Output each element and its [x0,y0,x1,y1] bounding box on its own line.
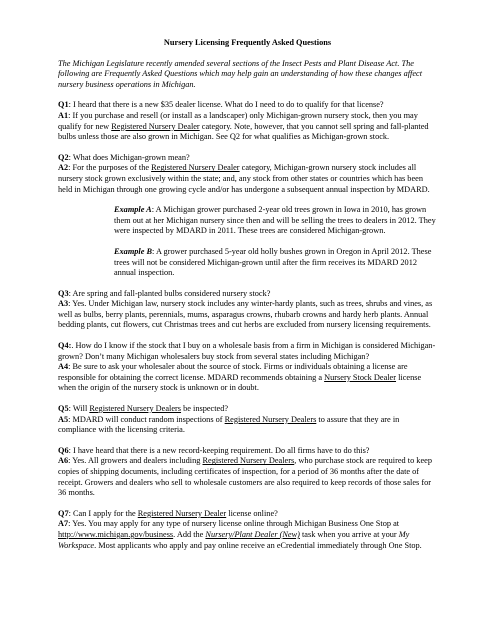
example-text: : A grower purchased 5-year old holly bushes grown in Oregon in April 2012. These trees will not be considered Michigan-grown until after the firm receives its MDARD 2012 annual inspection. [114,246,432,278]
task-name: Nursery/Plant Dealer (New) [205,529,300,539]
answer-label: A3 [58,299,69,309]
question-text: : I have heard that there is a new record-keeping requirement. Do all firms have to do this? [68,445,370,455]
answer-3 [58,299,437,331]
question-6 [58,446,437,457]
answer-text: , who purchase stock are required to keep copies of shipping documents, including certificates of inspection, for a period of 36 months after the date of receipt. Growers and dealers who sell to wholesale customers are also required to keep records of those sales for 36 months. [58,456,432,498]
registered-nursery-dealer-term: Registered Nursery Dealer [137,508,227,518]
answer-text: : For the purposes of the [68,163,152,173]
answer-5 [58,415,437,436]
answer-text: category. Note, however, that you cannot sell spring and fall-planted bulbs unless those are also grown in Michigan. See Q2 for what qualifies as Michigan-grown stock. [58,121,429,142]
question-text: be inspected? [181,404,229,414]
answer-4 [58,362,437,394]
answer-label: A1 [58,110,69,120]
question-label: Q1 [58,100,69,110]
question-label: Q6 [58,445,69,455]
faq-q1 [58,100,437,142]
answer-text: to assure that they are in compliance with the licensing criteria. [58,414,400,435]
answer-label: A7 [58,519,69,529]
registered-nursery-dealers-term: Registered Nursery Dealers [89,404,182,414]
example-a [114,205,437,237]
question-7 [58,509,437,520]
registered-nursery-dealers-term: Registered Nursery Dealers [224,414,317,424]
question-3 [58,289,437,300]
question-5 [58,404,437,415]
answer-6 [58,456,437,498]
answer-text: . Most applicants who apply and pay online receive an eCredential immediately through One Stop. [94,540,422,550]
example-text: : A Michigan grower purchased 2-year old trees grown in Iowa in 2010, has grown them out at her Michigan nursery since then and will be selling the trees to dealers in 2012. They were inspected by MDARD in 2011. These trees are considered Michigan-grown. [114,205,436,236]
example-label: Example A [114,205,152,215]
faq-q3 [58,289,437,331]
question-text: : Will [68,404,90,414]
faq-q4 [58,341,437,394]
answer-text: : Yes. All growers and dealers including [68,456,203,466]
registered-nursery-dealer-term: Registered Nursery Dealer [111,121,200,131]
question-label: Q7 [58,508,69,518]
answer-label: A4 [58,362,69,372]
answer-text: license when the origin of the nursery stock is unknown or in doubt. [58,372,422,393]
answer-text: : MDARD will conduct random inspections of [68,414,225,424]
question-label: Q3 [58,288,69,298]
example-b [114,247,437,279]
question-text: . How do I know if the stock that I buy on a wholesale basis from a firm in Michigan is considered Michigan-grown? Don’t many Michigan wholesalers buy stock from several states including Michigan? [58,341,436,361]
answer-1 [58,111,437,143]
workspace-name: My Workspace [58,529,410,550]
question-label: Q2 [58,152,69,162]
michigan-business-link[interactable]: http://www.michigan.gov/business [58,529,174,539]
registered-nursery-dealer-term: Registered Nursery Dealer [151,163,240,173]
answer-text: : Be sure to ask your wholesaler about the source of stock. Firms or individuals obtaining a license are responsible for obtaining the correct license. MDARD recommends obtaining a [58,362,408,382]
answer-text: : Yes. You may apply for any type of nursery license online through Michigan Business One Stop at [68,519,400,529]
faq-q6 [58,446,437,499]
page-title: Nursery Licensing Frequently Asked Questions [163,38,332,47]
question-text: : Can I apply for the [68,508,138,518]
question-2 [58,153,437,164]
question-text: license online? [226,508,278,518]
registered-nursery-dealers-term: Registered Nursery Dealers [202,456,295,466]
question-text: : I heard that there is a new $35 dealer license. What do I need to do to qualify for that license? [68,100,384,110]
faq-q5 [58,404,437,436]
intro-paragraph: The Michigan Legislature recently amended several sections of the Insect Pests and Plant Disease Act. The following are Frequently Asked Questions which may help gain an understanding of how these changes affect nursery business operations in Michigan. [58,58,423,89]
faq-q2 [58,153,437,195]
question-label: Q4: [58,341,72,351]
question-text: : Are spring and fall-planted bulbs considered nursery stock? [68,288,271,298]
nursery-stock-dealer-term: Nursery Stock Dealer [324,372,397,382]
answer-7 [58,519,437,551]
answer-text: task when you arrive at your [299,529,399,539]
question-1 [58,100,437,111]
faq-q7 [58,509,437,551]
question-4 [58,341,437,362]
answer-label: A2 [58,163,69,173]
question-text: : What does Michigan-grown mean? [68,152,190,162]
answer-2 [58,163,437,195]
answer-text: category, Michigan-grown nursery stock includes all nursery stock grown exclusively within the state; and, any stock from other states or countries which has been held in Michigan through one growing cycle and/or has undergone a subsequent annual inspection by MDARD. [58,163,430,194]
question-label: Q5 [58,404,69,414]
answer-label: A5 [58,414,69,424]
answer-text: : Yes. Under Michigan law, nursery stock includes any winter-hardy plants, such as trees, shrubs and vines, as well as bulbs, berry plants, perennials, mums, asparagus crowns, rhubarb crowns and hardy herb plants. Annual bedding plants, cut flowers, cut Christmas trees and cut herbs are excluded from nursery licensing requirements. [58,299,433,330]
answer-text: : If you purchase and resell (or install as a landscaper) only Michigan-grown nursery stock, then you may qualify for new [58,110,418,131]
answer-label: A6 [58,456,69,466]
example-label: Example B [114,246,153,256]
answer-text: . Add the [173,529,206,539]
